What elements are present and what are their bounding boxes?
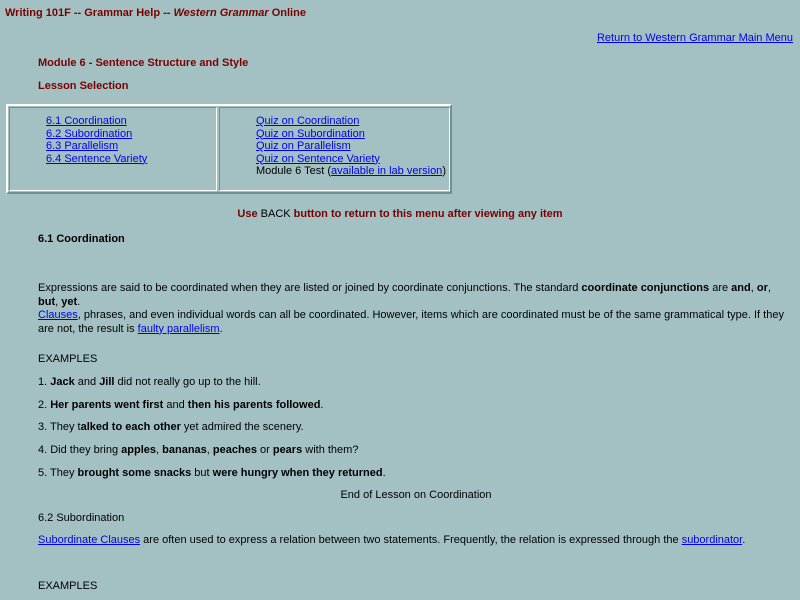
section-heading-coordination: 6.1 Coordination <box>38 233 125 245</box>
quiz-link-subordination[interactable]: Quiz on Subordination <box>256 127 365 140</box>
module-title: Module 6 - Sentence Structure and Style <box>38 57 249 69</box>
module-test-item: Module 6 Test (available in lab version) <box>256 165 446 177</box>
section-heading-subordination: 6.2 Subordination <box>38 512 125 524</box>
main-menu-link[interactable]: Return to Western Grammar Main Menu <box>596 32 793 44</box>
examples-label: EXAMPLES <box>38 353 98 365</box>
example-1: 1. Jack and Jill did not really go up to the hill. <box>38 376 261 388</box>
lesson-selection-heading: Lesson Selection <box>38 80 129 92</box>
lesson-link-coordination[interactable]: 6.1 Coordination <box>46 115 127 127</box>
lesson-link-parallelism[interactable]: 6.3 Parallelism <box>46 140 119 152</box>
subordinator-link[interactable]: subordinator <box>681 534 743 546</box>
lesson-link-subordination[interactable]: 6.2 Subordination <box>46 127 133 140</box>
page-header-title: Writing 101F -- Grammar Help -- Western Grammar Online <box>5 7 306 19</box>
lesson-selection-table <box>6 104 452 194</box>
example-3: 3. They talked to each other yet admired the scenery. <box>38 421 304 433</box>
lesson-link-sentence-variety[interactable]: 6.4 Sentence Variety <box>46 152 148 165</box>
back-button-note: Use BACK button to return to this menu after viewing any item <box>237 208 563 220</box>
quiz-link-sentence-variety[interactable]: Quiz on Sentence Variety <box>256 152 380 165</box>
example-4: 4. Did they bring apples, bananas, peaches or pears with them? <box>38 444 359 456</box>
examples-label-subordination: EXAMPLES <box>38 580 98 592</box>
subordination-paragraph: Subordinate Clauses are often used to express a relation between two statements. Frequently, the relation is expressed through the subordinator. <box>38 534 746 546</box>
quizzes-cell <box>219 107 450 191</box>
subordinate-clauses-link[interactable]: Subordinate Clauses <box>38 534 141 546</box>
quiz-link-coordination[interactable]: Quiz on Coordination <box>256 115 360 127</box>
example-2: 2. Her parents went first and then his parents followed. <box>38 399 324 411</box>
module-test-link[interactable]: available in lab version <box>331 165 443 177</box>
quiz-link-parallelism[interactable]: Quiz on Parallelism <box>256 140 351 152</box>
end-of-lesson-text: End of Lesson on Coordination <box>340 489 492 501</box>
clauses-link[interactable]: Clauses <box>38 309 78 321</box>
lessons-cell <box>9 107 217 191</box>
coordination-intro-paragraph: Expressions are said to be coordinated when they are listed or joined by coordinate conjunctions. The standard coordinate conjunctions are and, or, but, yet. Clauses, phrases, and even individual words can all be coordinated. However, items which are coordinated must be of the same grammatical type. If they are not, the result is faulty parallelism. <box>38 282 784 335</box>
example-5: 5. They brought some snacks but were hungry when they returned. <box>38 467 386 479</box>
faulty-parallelism-link[interactable]: faulty parallelism <box>137 322 220 335</box>
